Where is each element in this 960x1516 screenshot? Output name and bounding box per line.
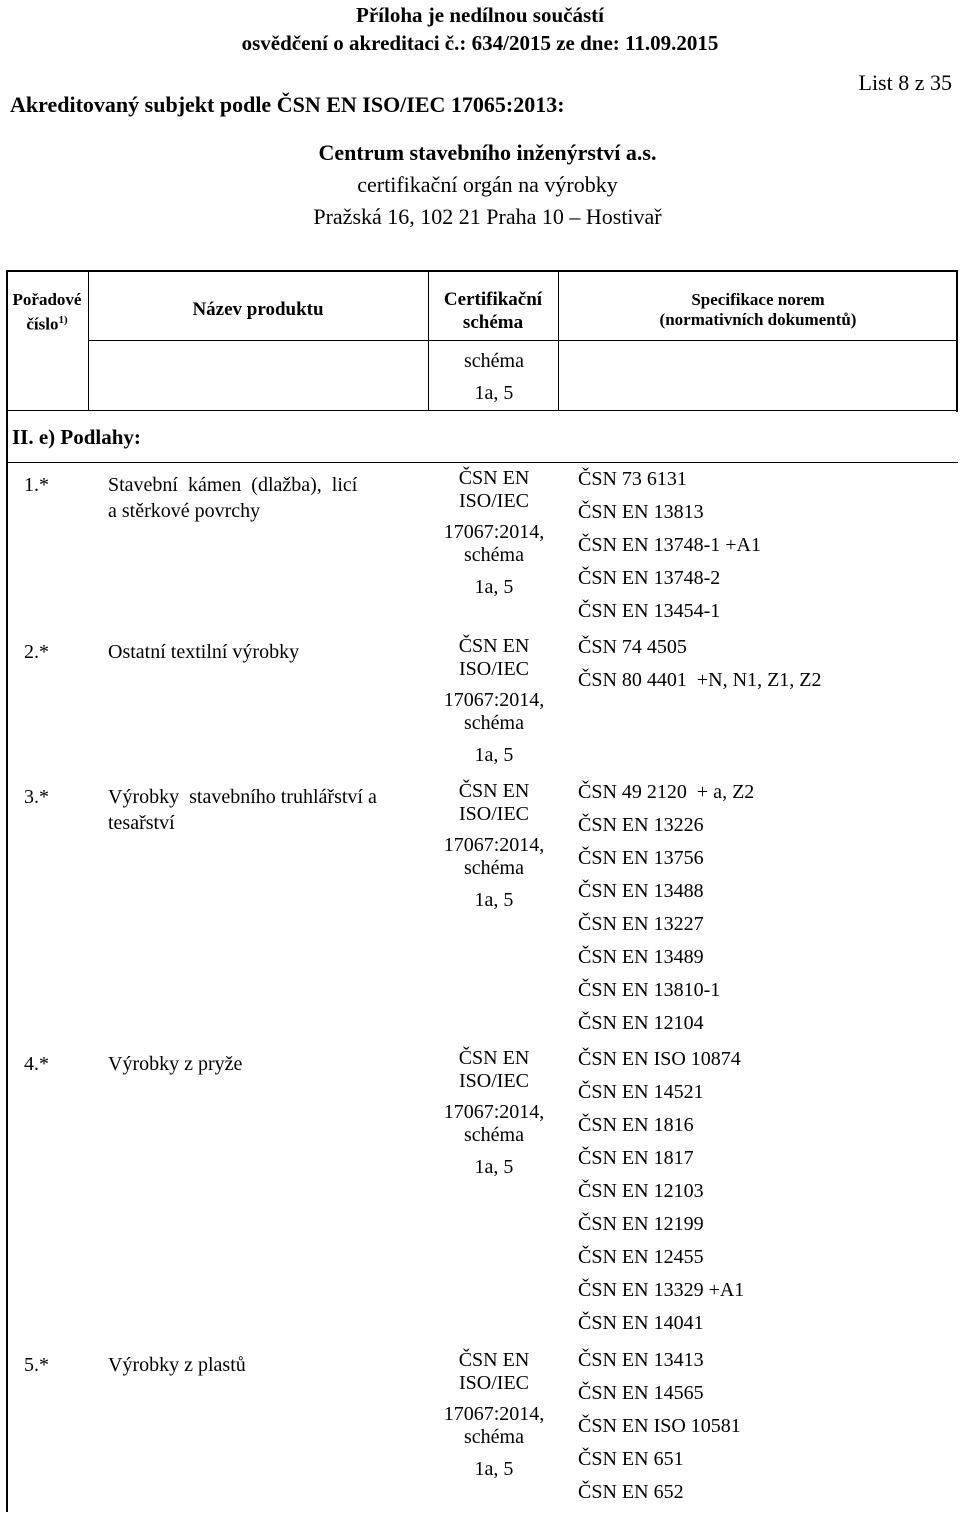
standard-item: ČSN EN 651 bbox=[578, 1448, 684, 1470]
product-line: a stěrkové povrchy bbox=[108, 500, 261, 522]
page-number: List 8 z 35 bbox=[858, 70, 952, 95]
cert-line: 1a, 5 bbox=[474, 1458, 514, 1480]
header-rule bbox=[88, 340, 958, 341]
standards-list bbox=[578, 463, 761, 628]
cert-line: 1a, 5 bbox=[474, 576, 514, 598]
col-header-product: Název produktu bbox=[192, 299, 324, 320]
col-header-cert-continuation bbox=[426, 345, 562, 409]
standard-item: ČSN EN 1817 bbox=[578, 1147, 694, 1169]
cert-line: 1a, 5 bbox=[474, 1156, 514, 1178]
cert-line: schéma bbox=[464, 712, 524, 734]
product-line: Výrobky stavebního truhlářství a bbox=[108, 786, 377, 808]
org-role: certifikační orgán na výrobky bbox=[357, 172, 618, 197]
col-header-number-line2 bbox=[8, 310, 86, 335]
table-frame-right bbox=[956, 270, 958, 412]
standard-item: ČSN EN 12104 bbox=[578, 1012, 704, 1034]
col-header-standards bbox=[560, 290, 956, 330]
standard-item: ČSN 73 6131 bbox=[578, 468, 687, 490]
col-header-number bbox=[8, 290, 86, 335]
cert-line: schéma bbox=[464, 544, 524, 566]
col-header-standards-line2: (normativních dokumentů) bbox=[659, 310, 857, 329]
cert-scheme bbox=[426, 1349, 562, 1481]
product-line: Výrobky z plastů bbox=[108, 1354, 246, 1376]
cert-line: schéma bbox=[464, 1124, 524, 1146]
standard-item: ČSN 74 4505 bbox=[578, 636, 687, 658]
standard-item: ČSN 49 2120 + a, Z2 bbox=[578, 781, 755, 803]
product-name bbox=[108, 1352, 246, 1378]
cert-line: 17067:2014, bbox=[443, 1403, 545, 1425]
cert-line: ISO/IEC bbox=[459, 803, 529, 825]
standard-item: ČSN EN 13413 bbox=[578, 1349, 704, 1371]
product-line: Stavební kámen (dlažba), licí bbox=[108, 474, 358, 496]
cert-scheme bbox=[426, 635, 562, 767]
org-address: Pražská 16, 102 21 Praha 10 – Hostivař bbox=[313, 204, 662, 229]
col-header-cert-line2: schéma bbox=[462, 312, 524, 333]
cert-line: ISO/IEC bbox=[459, 490, 529, 512]
cert-cont-line1: schéma bbox=[464, 350, 524, 372]
product-line: Ostatní textilní výrobky bbox=[108, 641, 300, 663]
cert-line: 1a, 5 bbox=[474, 889, 514, 911]
standard-item: ČSN EN ISO 10581 bbox=[578, 1415, 741, 1437]
org-name: Centrum stavebního inženýrství a.s. bbox=[318, 140, 657, 165]
product-line: tesařství bbox=[108, 812, 175, 834]
cert-line: 1a, 5 bbox=[474, 744, 514, 766]
cert-line: ČSN EN bbox=[458, 780, 530, 802]
cert-scheme bbox=[426, 1047, 562, 1179]
standard-item: ČSN EN 12455 bbox=[578, 1246, 704, 1268]
standard-item: ČSN EN 13489 bbox=[578, 946, 704, 968]
cert-line: 17067:2014, bbox=[443, 689, 545, 711]
cert-line: schéma bbox=[464, 857, 524, 879]
section-title: II. e) Podlahy: bbox=[12, 425, 141, 449]
cert-line: ISO/IEC bbox=[459, 658, 529, 680]
standard-item: ČSN EN 14565 bbox=[578, 1382, 704, 1404]
col-header-number-word: číslo bbox=[26, 314, 59, 334]
col-header-number-line1: Pořadové bbox=[12, 290, 82, 309]
standards-list bbox=[578, 1043, 744, 1340]
cert-line: ČSN EN bbox=[458, 467, 530, 489]
col-rule-1 bbox=[88, 270, 89, 410]
accredited-subject: Akreditovaný subjekt podle ČSN EN ISO/IEC 17065:2013: bbox=[10, 92, 565, 117]
header-line-2: osvědčení o akreditaci č.: 634/2015 ze dne: 11.09.2015 bbox=[241, 31, 719, 55]
col-header-cert bbox=[430, 288, 556, 334]
standard-item: ČSN EN 12199 bbox=[578, 1213, 704, 1235]
standard-item: ČSN EN 13748-1 +A1 bbox=[578, 534, 761, 556]
cert-line: ISO/IEC bbox=[459, 1070, 529, 1092]
standard-item: ČSN EN 13813 bbox=[578, 501, 704, 523]
cert-line: ČSN EN bbox=[458, 1349, 530, 1371]
cert-scheme bbox=[426, 467, 562, 599]
row-number: 1.* bbox=[24, 474, 49, 496]
standards-list bbox=[578, 631, 822, 697]
cert-cont-line2: 1a, 5 bbox=[474, 382, 514, 404]
product-name bbox=[108, 639, 299, 665]
product-name bbox=[108, 472, 357, 524]
product-name bbox=[108, 1051, 242, 1077]
standard-item: ČSN EN ISO 10874 bbox=[578, 1048, 741, 1070]
section-rule-2 bbox=[6, 462, 958, 463]
standard-item: ČSN EN 652 bbox=[578, 1481, 684, 1503]
standard-item: ČSN EN 13329 +A1 bbox=[578, 1279, 745, 1301]
standards-list bbox=[578, 1344, 741, 1509]
standard-item: ČSN EN 13810-1 bbox=[578, 979, 721, 1001]
standard-item: ČSN EN 14041 bbox=[578, 1312, 704, 1334]
standard-item: ČSN 80 4401 +N, N1, Z1, Z2 bbox=[578, 669, 822, 691]
row-number: 4.* bbox=[24, 1053, 49, 1075]
standard-item: ČSN EN 13488 bbox=[578, 880, 704, 902]
standard-item: ČSN EN 13748-2 bbox=[578, 567, 721, 589]
cert-line: ČSN EN bbox=[458, 1047, 530, 1069]
cert-line: 17067:2014, bbox=[443, 521, 545, 543]
standard-item: ČSN EN 14521 bbox=[578, 1081, 704, 1103]
col-header-footnote: 1) bbox=[58, 314, 68, 326]
row-number: 5.* bbox=[24, 1354, 49, 1376]
standard-item: ČSN EN 12103 bbox=[578, 1180, 704, 1202]
standard-item: ČSN EN 13226 bbox=[578, 814, 704, 836]
cert-line: 17067:2014, bbox=[443, 1101, 545, 1123]
col-header-cert-line1: Certifikační bbox=[443, 289, 543, 310]
standards-list bbox=[578, 776, 754, 1040]
product-line: Výrobky z pryže bbox=[108, 1053, 243, 1075]
cert-line: schéma bbox=[464, 1426, 524, 1448]
col-header-standards-line1: Specifikace norem bbox=[691, 290, 825, 309]
cert-line: ISO/IEC bbox=[459, 1372, 529, 1394]
standard-item: ČSN EN 13227 bbox=[578, 913, 704, 935]
section-rule bbox=[6, 410, 958, 411]
product-name bbox=[108, 784, 377, 836]
cert-line: 17067:2014, bbox=[443, 834, 545, 856]
standard-item: ČSN EN 13756 bbox=[578, 847, 704, 869]
standard-item: ČSN EN 1816 bbox=[578, 1114, 694, 1136]
cert-line: ČSN EN bbox=[458, 635, 530, 657]
cert-scheme bbox=[426, 780, 562, 912]
row-number: 2.* bbox=[24, 641, 49, 663]
standard-item: ČSN EN 13454-1 bbox=[578, 600, 721, 622]
header-line-1: Příloha je nedílnou součástí bbox=[356, 3, 604, 27]
row-number: 3.* bbox=[24, 786, 49, 808]
